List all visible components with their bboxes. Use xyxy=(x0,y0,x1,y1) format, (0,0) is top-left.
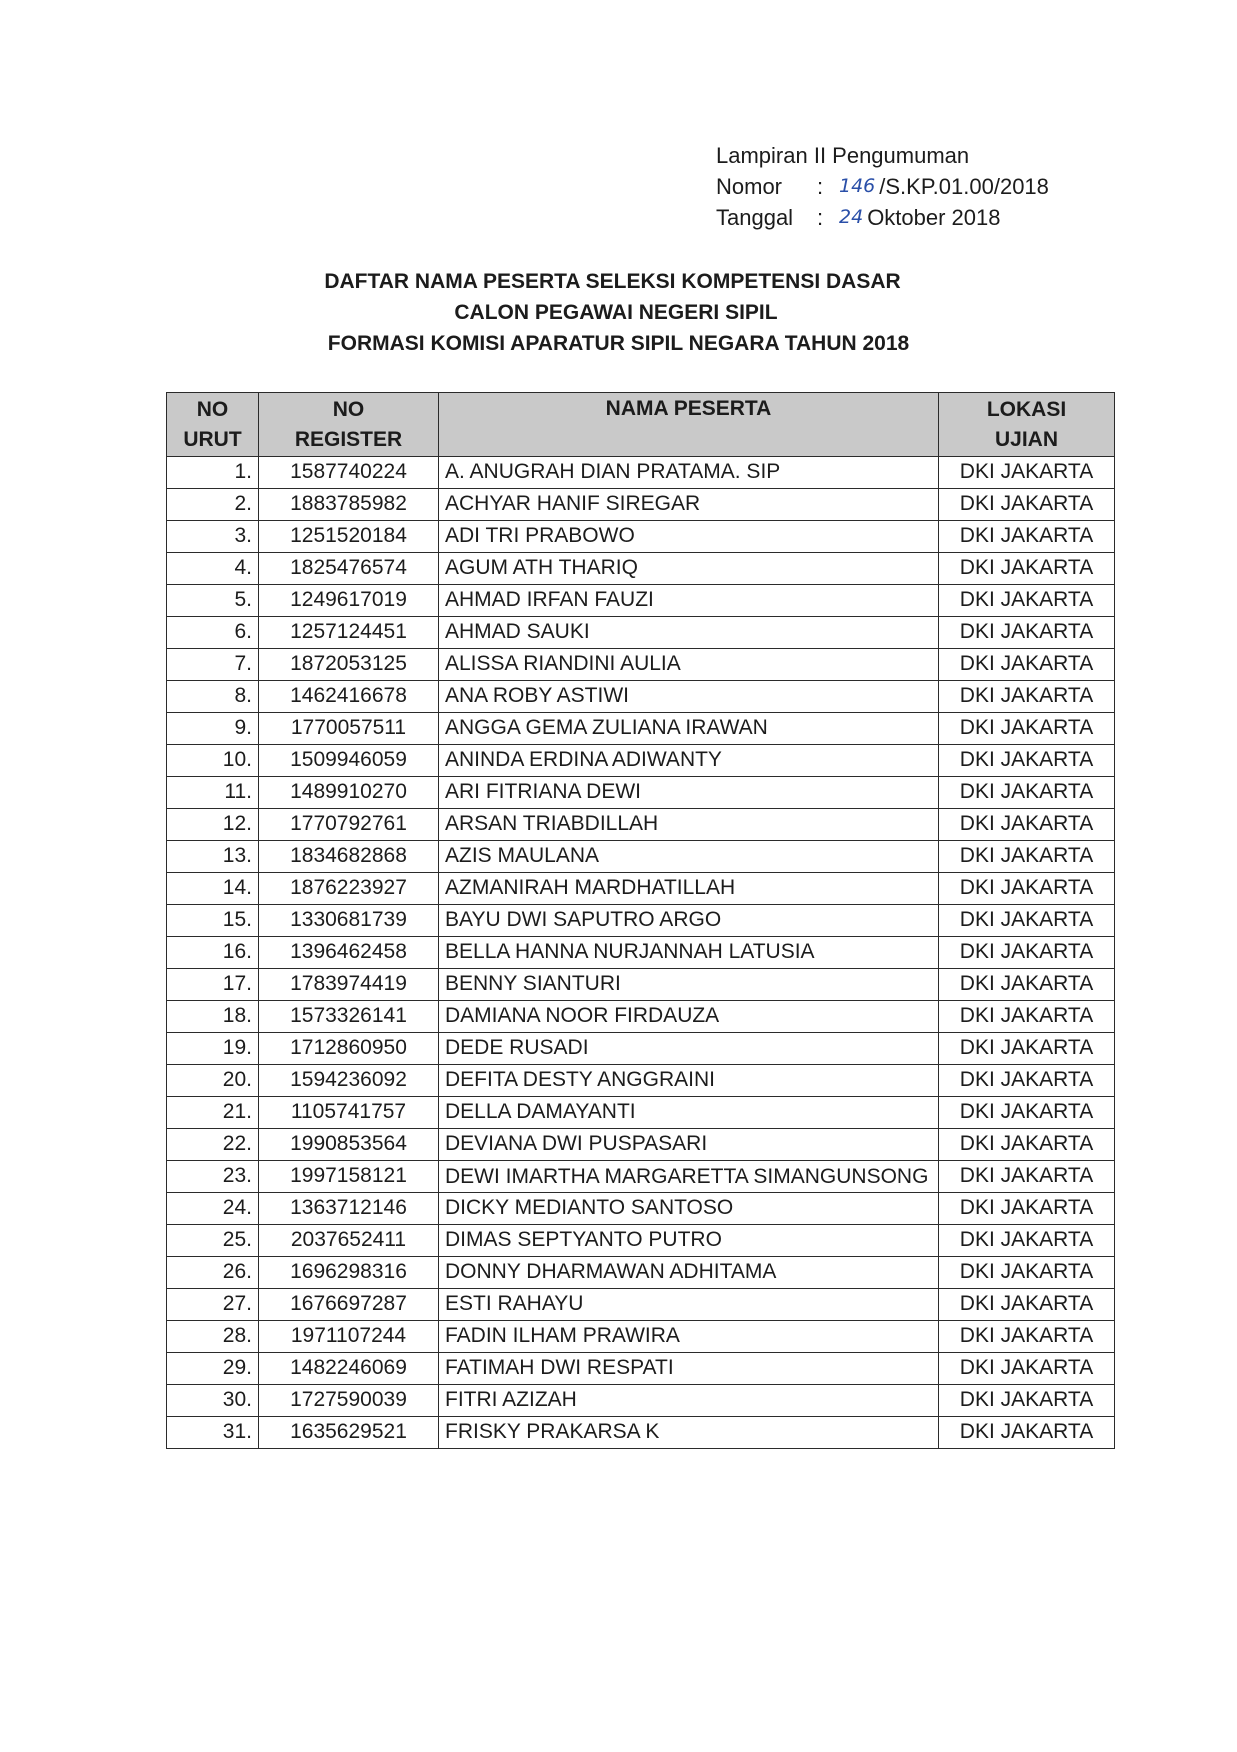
row-number: 28. xyxy=(167,1321,259,1353)
table-row xyxy=(167,841,1115,873)
register-number: 1105741757 xyxy=(259,1097,439,1129)
title-line-1: DAFTAR NAMA PESERTA SELEKSI KOMPETENSI DASAR xyxy=(324,270,901,293)
register-number: 1876223927 xyxy=(259,873,439,905)
number-suffix: /S.KP.01.00/2018 xyxy=(879,174,1049,199)
row-number: 12. xyxy=(167,809,259,841)
register-number: 1997158121 xyxy=(259,1161,439,1193)
table-row xyxy=(167,777,1115,809)
table-row xyxy=(167,1353,1115,1385)
handwritten-date: 24 xyxy=(839,206,864,228)
register-number: 1825476574 xyxy=(259,553,439,585)
date-line xyxy=(716,202,1049,233)
title-line-3: FORMASI KOMISI APARATUR SIPIL NEGARA TAHUN 2018 xyxy=(327,332,910,355)
date-separator: : xyxy=(817,205,824,230)
participant-name: AZMANIRAH MARDHATILLAH xyxy=(439,873,939,905)
register-number: 1462416678 xyxy=(259,681,439,713)
participant-name: AHMAD IRFAN FAUZI xyxy=(439,585,939,617)
participant-name: ARSAN TRIABDILLAH xyxy=(439,809,939,841)
register-number: 1587740224 xyxy=(259,457,439,489)
table-header xyxy=(167,393,1115,457)
participant-name: A. ANUGRAH DIAN PRATAMA. SIP xyxy=(439,457,939,489)
participant-name: AHMAD SAUKI xyxy=(439,617,939,649)
table-row xyxy=(167,553,1115,585)
table-row xyxy=(167,585,1115,617)
participant-name: BENNY SIANTURI xyxy=(439,969,939,1001)
table-row xyxy=(167,1097,1115,1129)
header-lokasi-ujian: LOKASI UJIAN xyxy=(939,393,1115,457)
row-number: 21. xyxy=(167,1097,259,1129)
participant-name: ANGGA GEMA ZULIANA IRAWAN xyxy=(439,713,939,745)
exam-location: DKI JAKARTA xyxy=(939,1257,1115,1289)
table-row xyxy=(167,617,1115,649)
row-number: 17. xyxy=(167,969,259,1001)
row-number: 18. xyxy=(167,1001,259,1033)
exam-location: DKI JAKARTA xyxy=(939,1097,1115,1129)
row-number: 16. xyxy=(167,937,259,969)
register-number: 1676697287 xyxy=(259,1289,439,1321)
participant-name: DAMIANA NOOR FIRDAUZA xyxy=(439,1001,939,1033)
participant-name: DONNY DHARMAWAN ADHITAMA xyxy=(439,1257,939,1289)
participant-name: ALISSA RIANDINI AULIA xyxy=(439,649,939,681)
row-number: 13. xyxy=(167,841,259,873)
participant-name: ANINDA ERDINA ADIWANTY xyxy=(439,745,939,777)
participant-name: DEFITA DESTY ANGGRAINI xyxy=(439,1065,939,1097)
exam-location: DKI JAKARTA xyxy=(939,1289,1115,1321)
table-row xyxy=(167,1161,1115,1193)
table-row xyxy=(167,1289,1115,1321)
exam-location: DKI JAKARTA xyxy=(939,1065,1115,1097)
table-row xyxy=(167,1225,1115,1257)
table-row xyxy=(167,649,1115,681)
register-number: 1770792761 xyxy=(259,809,439,841)
attachment-label: Lampiran II Pengumuman xyxy=(716,143,970,168)
register-number: 1712860950 xyxy=(259,1033,439,1065)
row-number: 27. xyxy=(167,1289,259,1321)
register-number: 1509946059 xyxy=(259,745,439,777)
number-line xyxy=(716,171,1049,202)
table-row xyxy=(167,1129,1115,1161)
row-number: 5. xyxy=(167,585,259,617)
table-row xyxy=(167,1065,1115,1097)
register-number: 1489910270 xyxy=(259,777,439,809)
table-row xyxy=(167,873,1115,905)
participant-name: ACHYAR HANIF SIREGAR xyxy=(439,489,939,521)
row-number: 26. xyxy=(167,1257,259,1289)
row-number: 30. xyxy=(167,1385,259,1417)
exam-location: DKI JAKARTA xyxy=(939,1353,1115,1385)
table-row xyxy=(167,937,1115,969)
register-number: 1990853564 xyxy=(259,1129,439,1161)
register-number: 1696298316 xyxy=(259,1257,439,1289)
table-row xyxy=(167,969,1115,1001)
table-row xyxy=(167,1001,1115,1033)
exam-location: DKI JAKARTA xyxy=(939,713,1115,745)
participant-name: AZIS MAULANA xyxy=(439,841,939,873)
exam-location: DKI JAKARTA xyxy=(939,1321,1115,1353)
table-row xyxy=(167,905,1115,937)
table-body xyxy=(167,457,1115,1449)
attachment-line xyxy=(716,140,1049,171)
exam-location: DKI JAKARTA xyxy=(939,489,1115,521)
row-number: 1. xyxy=(167,457,259,489)
participant-name: FATIMAH DWI RESPATI xyxy=(439,1353,939,1385)
table-row xyxy=(167,1417,1115,1449)
register-number: 1482246069 xyxy=(259,1353,439,1385)
participant-name: FITRI AZIZAH xyxy=(439,1385,939,1417)
participant-name: ADI TRI PRABOWO xyxy=(439,521,939,553)
register-number: 1770057511 xyxy=(259,713,439,745)
date-suffix: Oktober 2018 xyxy=(867,205,1001,230)
row-number: 4. xyxy=(167,553,259,585)
participant-name: BELLA HANNA NURJANNAH LATUSIA xyxy=(439,937,939,969)
exam-location: DKI JAKARTA xyxy=(939,1129,1115,1161)
table-row xyxy=(167,681,1115,713)
participant-name: DIMAS SEPTYANTO PUTRO xyxy=(439,1225,939,1257)
row-number: 3. xyxy=(167,521,259,553)
participant-name: DELLA DAMAYANTI xyxy=(439,1097,939,1129)
register-number: 1330681739 xyxy=(259,905,439,937)
table-row xyxy=(167,1257,1115,1289)
table-row xyxy=(167,489,1115,521)
title-line-2: CALON PEGAWAI NEGERI SIPIL xyxy=(454,301,778,324)
row-number: 24. xyxy=(167,1193,259,1225)
exam-location: DKI JAKARTA xyxy=(939,1161,1115,1193)
header-nama-peserta: NAMA PESERTA xyxy=(439,393,939,457)
register-number: 1883785982 xyxy=(259,489,439,521)
row-number: 22. xyxy=(167,1129,259,1161)
header-no-register: NO REGISTER xyxy=(259,393,439,457)
participant-name: AGUM ATH THARIQ xyxy=(439,553,939,585)
document-reference xyxy=(716,140,1049,233)
exam-location: DKI JAKARTA xyxy=(939,937,1115,969)
exam-location: DKI JAKARTA xyxy=(939,777,1115,809)
row-number: 10. xyxy=(167,745,259,777)
row-number: 2. xyxy=(167,489,259,521)
register-number: 1635629521 xyxy=(259,1417,439,1449)
register-number: 2037652411 xyxy=(259,1225,439,1257)
exam-location: DKI JAKARTA xyxy=(939,681,1115,713)
participant-name: DEVIANA DWI PUSPASARI xyxy=(439,1129,939,1161)
exam-location: DKI JAKARTA xyxy=(939,1385,1115,1417)
table-row xyxy=(167,809,1115,841)
row-number: 31. xyxy=(167,1417,259,1449)
table-row xyxy=(167,745,1115,777)
register-number: 1249617019 xyxy=(259,585,439,617)
exam-location: DKI JAKARTA xyxy=(939,457,1115,489)
participant-name: DICKY MEDIANTO SANTOSO xyxy=(439,1193,939,1225)
exam-location: DKI JAKARTA xyxy=(939,1417,1115,1449)
register-number: 1834682868 xyxy=(259,841,439,873)
exam-location: DKI JAKARTA xyxy=(939,841,1115,873)
register-number: 1396462458 xyxy=(259,937,439,969)
row-number: 23. xyxy=(167,1161,259,1193)
exam-location: DKI JAKARTA xyxy=(939,745,1115,777)
date-label: Tanggal xyxy=(716,205,794,230)
participant-name: ESTI RAHAYU xyxy=(439,1289,939,1321)
table-row xyxy=(167,1321,1115,1353)
register-number: 1251520184 xyxy=(259,521,439,553)
exam-location: DKI JAKARTA xyxy=(939,521,1115,553)
exam-location: DKI JAKARTA xyxy=(939,969,1115,1001)
number-separator: : xyxy=(817,174,824,199)
table-row xyxy=(167,521,1115,553)
exam-location: DKI JAKARTA xyxy=(939,905,1115,937)
register-number: 1783974419 xyxy=(259,969,439,1001)
participant-name: ARI FITRIANA DEWI xyxy=(439,777,939,809)
register-number: 1573326141 xyxy=(259,1001,439,1033)
row-number: 25. xyxy=(167,1225,259,1257)
exam-location: DKI JAKARTA xyxy=(939,1225,1115,1257)
participant-name: FRISKY PRAKARSA K xyxy=(439,1417,939,1449)
row-number: 6. xyxy=(167,617,259,649)
row-number: 14. xyxy=(167,873,259,905)
exam-location: DKI JAKARTA xyxy=(939,1193,1115,1225)
row-number: 7. xyxy=(167,649,259,681)
row-number: 8. xyxy=(167,681,259,713)
exam-location: DKI JAKARTA xyxy=(939,553,1115,585)
register-number: 1363712146 xyxy=(259,1193,439,1225)
row-number: 15. xyxy=(167,905,259,937)
participant-name: FADIN ILHAM PRAWIRA xyxy=(439,1321,939,1353)
table-row xyxy=(167,457,1115,489)
exam-location: DKI JAKARTA xyxy=(939,649,1115,681)
register-number: 1257124451 xyxy=(259,617,439,649)
table-row xyxy=(167,1193,1115,1225)
exam-location: DKI JAKARTA xyxy=(939,809,1115,841)
table-row xyxy=(167,1385,1115,1417)
participant-name: DEDE RUSADI xyxy=(439,1033,939,1065)
exam-location: DKI JAKARTA xyxy=(939,873,1115,905)
number-label: Nomor xyxy=(716,174,783,199)
participant-name: ANA ROBY ASTIWI xyxy=(439,681,939,713)
register-number: 1971107244 xyxy=(259,1321,439,1353)
table-row xyxy=(167,1033,1115,1065)
table-row xyxy=(167,713,1115,745)
header-no-urut: NO URUT xyxy=(167,393,259,457)
exam-location: DKI JAKARTA xyxy=(939,1033,1115,1065)
row-number: 19. xyxy=(167,1033,259,1065)
exam-location: DKI JAKARTA xyxy=(939,585,1115,617)
participant-name: DEWI IMARTHA MARGARETTA SIMANGUNSONG xyxy=(439,1161,939,1193)
table-header-row xyxy=(167,393,1115,457)
exam-location: DKI JAKARTA xyxy=(939,617,1115,649)
register-number: 1594236092 xyxy=(259,1065,439,1097)
row-number: 29. xyxy=(167,1353,259,1385)
register-number: 1727590039 xyxy=(259,1385,439,1417)
row-number: 20. xyxy=(167,1065,259,1097)
row-number: 11. xyxy=(167,777,259,809)
handwritten-number: 146 xyxy=(839,175,876,197)
row-number: 9. xyxy=(167,713,259,745)
participant-table xyxy=(166,392,1115,1449)
participant-name: BAYU DWI SAPUTRO ARGO xyxy=(439,905,939,937)
register-number: 1872053125 xyxy=(259,649,439,681)
document-title xyxy=(0,266,1237,359)
exam-location: DKI JAKARTA xyxy=(939,1001,1115,1033)
